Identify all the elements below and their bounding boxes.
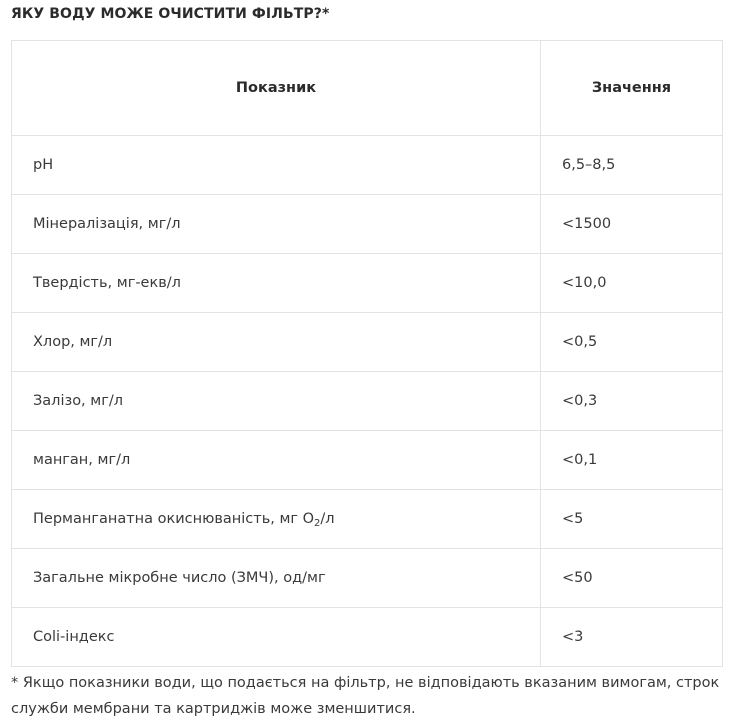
value-cell: <5 <box>541 490 723 549</box>
table-row <box>12 490 723 549</box>
table-header-row <box>12 41 723 136</box>
column-header-parameter: Показник <box>12 41 541 136</box>
table-row <box>12 549 723 608</box>
parameter-text: Перманганатна окиснюваність, мг O <box>33 511 315 527</box>
parameter-cell: Твердість, мг-екв/л <box>12 254 541 313</box>
parameter-unit: /л <box>320 511 335 527</box>
table-row <box>12 195 723 254</box>
value-cell: <10,0 <box>541 254 723 313</box>
value-cell: <3 <box>541 608 723 667</box>
parameter-cell: Coli-індекс <box>12 608 541 667</box>
parameter-cell: pH <box>12 136 541 195</box>
water-parameters-table <box>11 40 723 667</box>
table-row <box>12 136 723 195</box>
table-row <box>12 372 723 431</box>
value-cell: <0,1 <box>541 431 723 490</box>
subscript: 2 <box>314 518 321 529</box>
value-cell: <0,5 <box>541 313 723 372</box>
parameter-cell: Мінералізація, мг/л <box>12 195 541 254</box>
footnote: * Якщо показники води, що подається на фільтр, не відповідають вказаним вимогам, строк служби мембрани та картриджів може зменшитися. <box>11 675 720 717</box>
section-title: ЯКУ ВОДУ МОЖЕ ОЧИСТИТИ ФІЛЬТР?* <box>11 6 330 22</box>
parameter-cell: Загальне мікробне число (ЗМЧ), од/мг <box>12 549 541 608</box>
table-row <box>12 313 723 372</box>
table-row <box>12 608 723 667</box>
table-row <box>12 431 723 490</box>
value-cell: 6,5–8,5 <box>541 136 723 195</box>
parameter-cell: Хлор, мг/л <box>12 313 541 372</box>
value-cell: <1500 <box>541 195 723 254</box>
value-cell: <0,3 <box>541 372 723 431</box>
parameter-cell: манган, мг/л <box>12 431 541 490</box>
value-cell: <50 <box>541 549 723 608</box>
parameter-cell: Залізо, мг/л <box>12 372 541 431</box>
table-row <box>12 254 723 313</box>
parameter-cell <box>12 490 541 549</box>
column-header-value: Значення <box>541 41 723 136</box>
